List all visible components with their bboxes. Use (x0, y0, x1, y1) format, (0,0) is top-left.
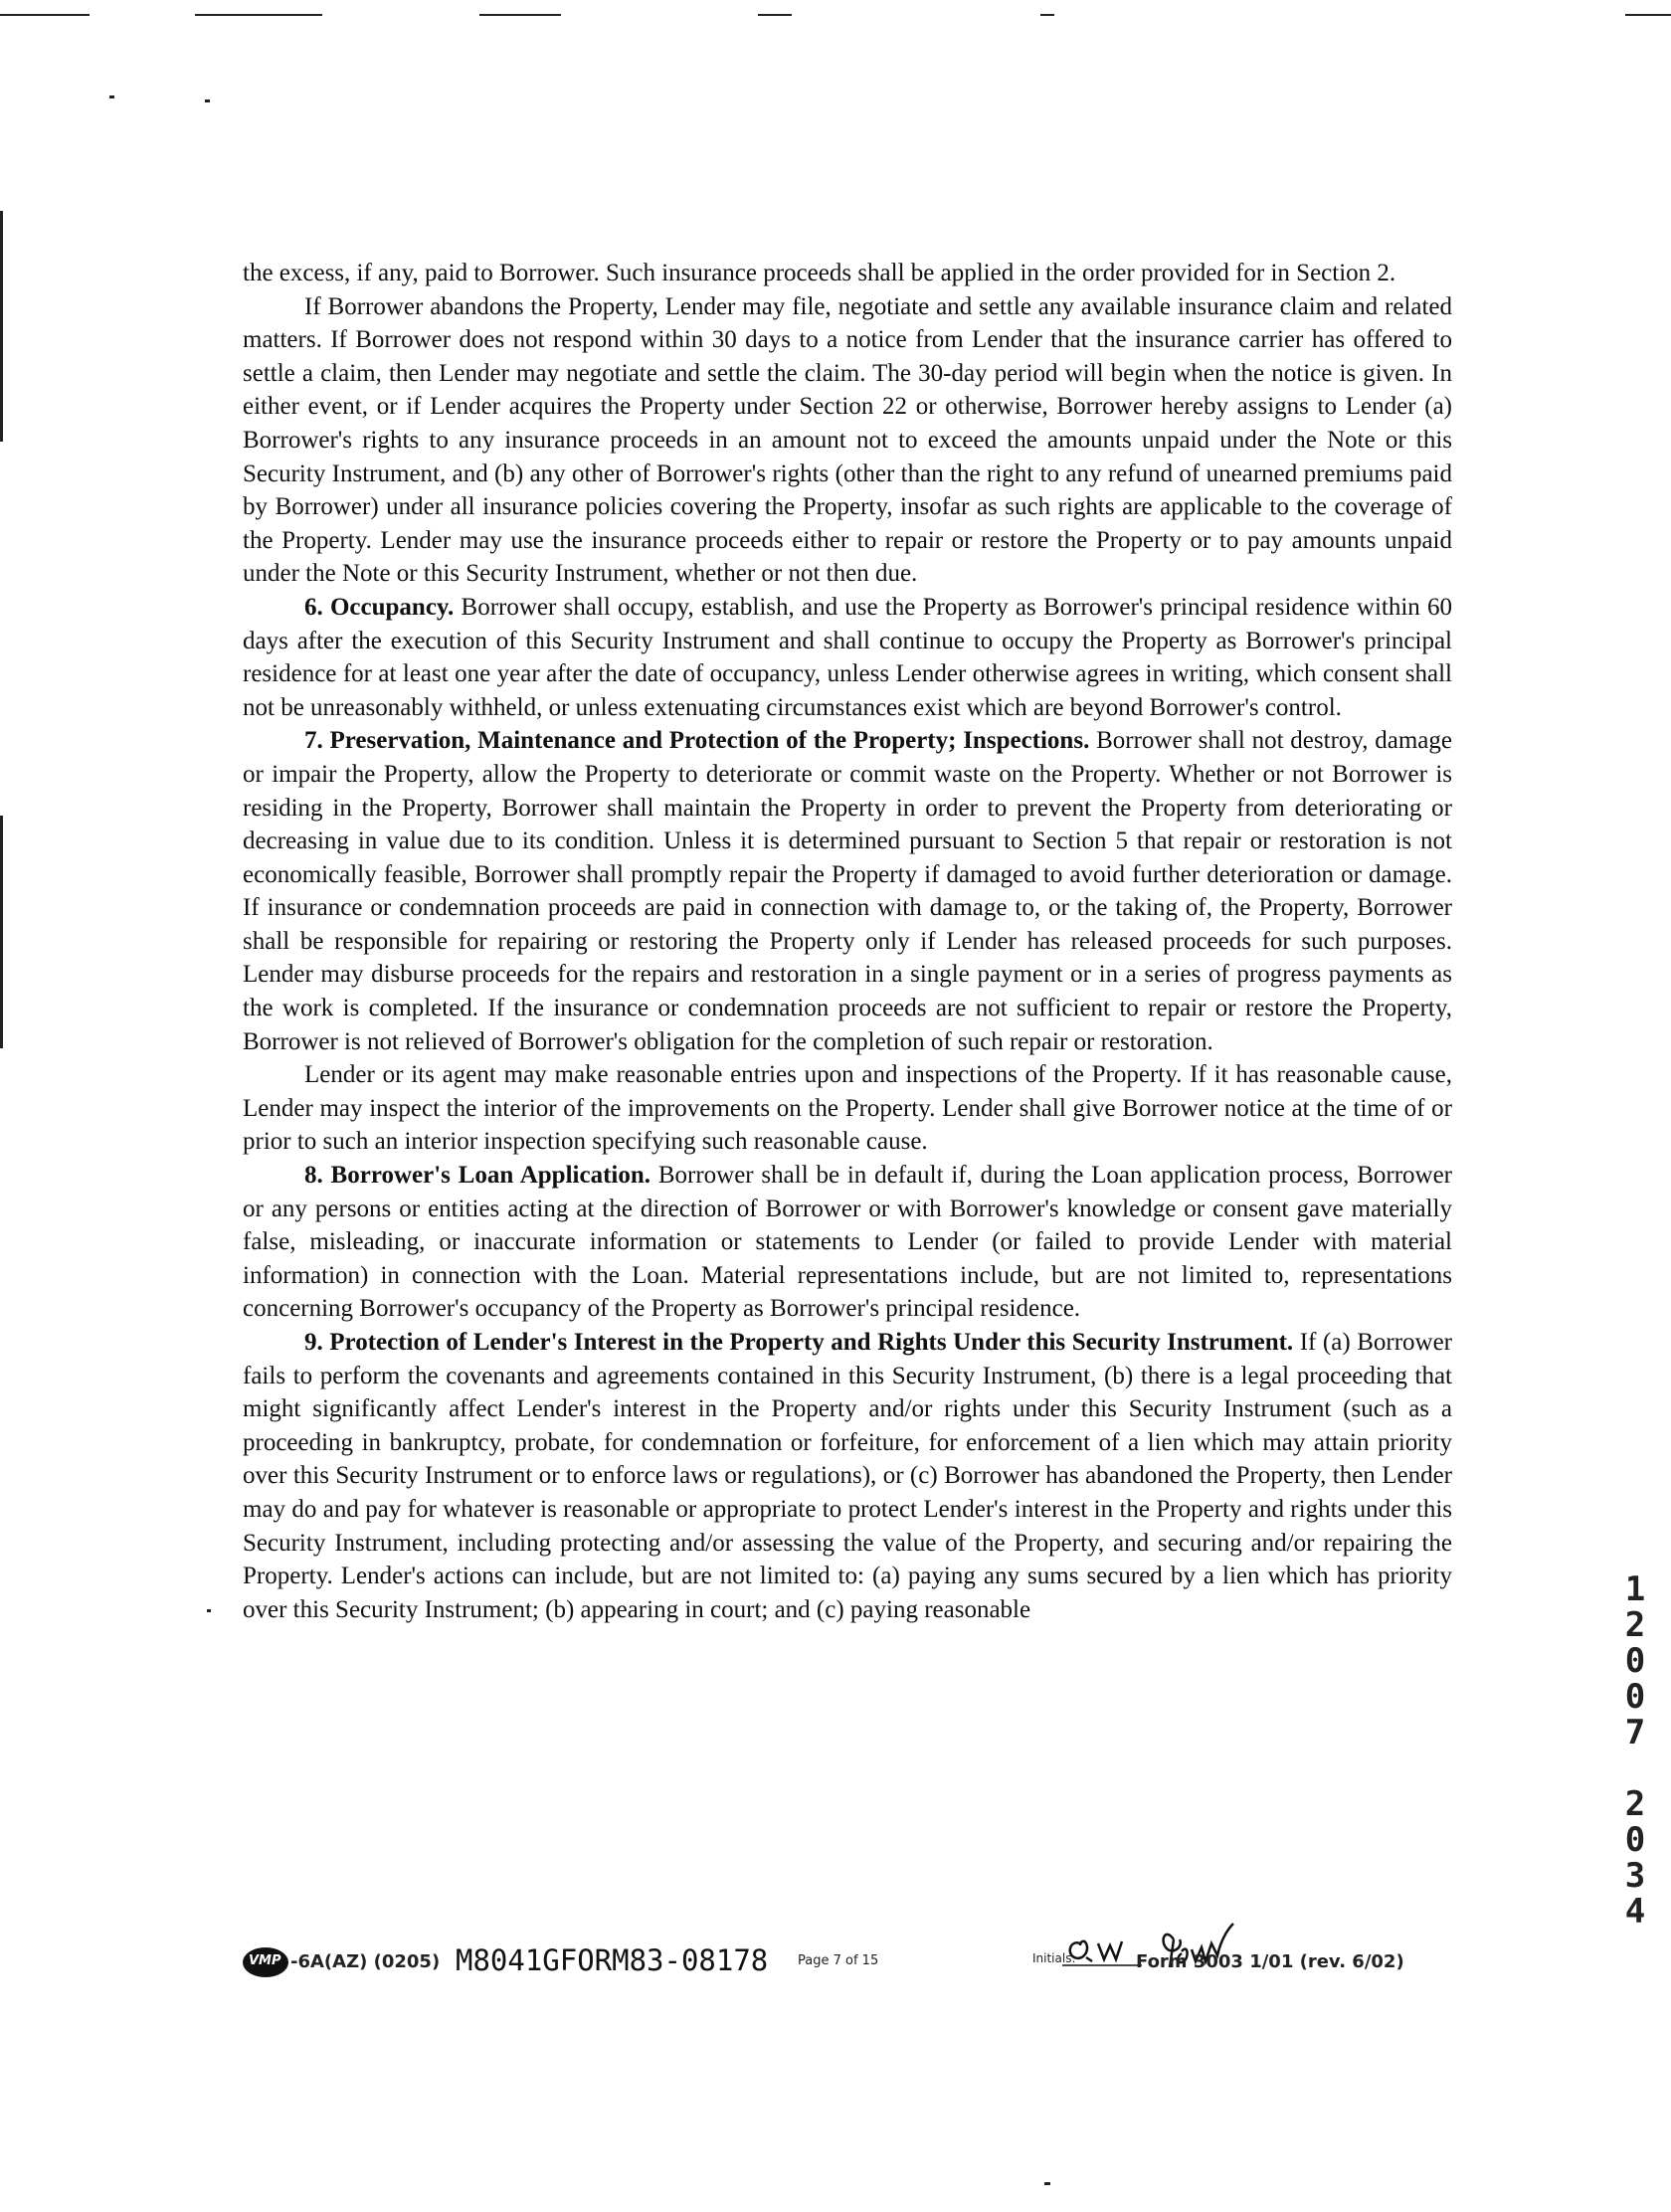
scan-dot-1 (109, 95, 114, 98)
recording-number-stamp (1615, 1571, 1655, 1930)
document-id: M8041GFORM83-08178 (456, 1943, 769, 1977)
stamp-digit: 2 (1624, 1784, 1646, 1824)
section-8-loan-application (243, 1159, 1452, 1326)
section-7-text: Borrower shall not destroy, damage or impair the Property, allow the Property to deteriorate or commit waste on the Property. Whether or not Borrower is residing in the Property, Borrower shall maintain the Property in order to prevent the Property from deteriorating or decreasing in value due to its condition. Unless it is determined pursuant to Section 5 that repair or restoration is not economically feasible, Borrower shall promptly repair the Property if damaged to avoid further deterioration or damage. If insurance or condemnation proceeds are paid in connection with damage to, or the taking of, the Property, Borrower shall be responsible for repairing or restoring the Property only if Lender has released proceeds for such purposes. Lender may disburse proceeds for the repairs and restoration in a single payment or in a series of progress payments as the work is completed. If the insurance or condemnation proceeds are not sufficient to repair or restore the Property, Borrower is not relieved of Borrower's obligation for the completion of such repair or restoration. (243, 727, 1452, 1055)
vmp-logo-text: VMP (249, 1953, 281, 1968)
section-7-heading: 7. Preservation, Maintenance and Protection of the Property; Inspections. (304, 727, 1090, 755)
stamp-digit: 0 (1624, 1677, 1646, 1717)
section-8-text: Borrower shall be in default if, during the Loan application process, Borrower or any persons or entities acting at the direction of Borrower or with Borrower's knowledge or consent gave materially false, misleading, or inaccurate information or statements to Lender (or failed to provide Lender with material information) in connection with the Loan. Material representations include, but are not limited to, representations concerning Borrower's occupancy of the Property as Borrower's principal residence. (243, 1162, 1452, 1323)
page-footer (243, 1936, 1456, 1995)
paragraph-inspections: Lender or its agent may make reasonable entries upon and inspections of the Property. If it has reasonable cause, Lender may inspect the interior of the improvements on the Property. Lender shall give Borrower notice at the time of or prior to such an interior inspection specifying such reasonable cause. (243, 1061, 1452, 1156)
scan-mark-top-5 (1040, 14, 1054, 16)
initials-label: Initials: (1032, 1951, 1076, 1965)
section-9-protection (243, 1326, 1452, 1626)
scan-mark-top-6 (1625, 14, 1671, 16)
scan-dot-3 (207, 1609, 211, 1612)
scan-mark-left-2 (0, 816, 3, 1048)
form-number: Form 3003 1/01 (rev. 6/02) (1136, 1951, 1404, 1972)
stamp-digit: 1 (1624, 1569, 1646, 1609)
scan-mark-left-1 (0, 211, 3, 442)
section-6-text: Borrower shall occupy, establish, and use the Property as Borrower's principal residence within 60 days after the execution of this Security Instrument and shall continue to occupy the Property as Borrower's principal residence for at least one year after the date of occupancy, unless Lender otherwise agrees in writing, which consent shall not be unreasonably withheld, or unless extenuating circumstances exist which are beyond Borrower's control. (243, 593, 1453, 721)
page-number: Page 7 of 15 (798, 1953, 879, 1968)
document-body (243, 257, 1452, 1626)
stamp-digit: 2 (1624, 1605, 1646, 1645)
section-6-heading: 6. Occupancy. (304, 593, 455, 621)
stamp-digit: 3 (1624, 1856, 1646, 1896)
paragraph-insurance-excess: the excess, if any, paid to Borrower. Such insurance proceeds shall be applied in the order provided for in Section 2. (243, 260, 1396, 286)
stamp-digit: 0 (1624, 1820, 1646, 1860)
stamp-digit: 4 (1624, 1892, 1646, 1932)
scan-mark-top-2 (195, 14, 322, 16)
vmp-logo (243, 1947, 288, 1977)
scan-mark-top-4 (758, 14, 792, 16)
scan-mark-top-3 (479, 14, 561, 16)
stamp-digit: 0 (1624, 1641, 1646, 1681)
paragraph-abandon-property: If Borrower abandons the Property, Lender may file, negotiate and settle any available insurance claim and related matters. If Borrower does not respond within 30 days to a notice from Lender that the insurance carrier has offered to settle a claim, then Lender may negotiate and settle the claim. The 30-day period will begin when the notice is given. In either event, or if Lender acquires the Property under Section 22 or otherwise, Borrower hereby assigns to Lender (a) Borrower's rights to any insurance proceeds in an amount not to exceed the amounts unpaid under the Note or this Security Instrument, and (b) any other of Borrower's rights (other than the right to any refund of unearned premiums paid by Borrower) under all insurance policies covering the Property, insofar as such rights are applicable to the coverage of the Property. Lender may use the insurance proceeds either to repair or restore the Property or to pay amounts unpaid under the Note or this Security Instrument, whether or not then due. (243, 292, 1452, 588)
scan-dot-2 (205, 99, 210, 102)
section-8-heading: 8. Borrower's Loan Application. (304, 1162, 650, 1190)
scan-dot-4 (1044, 2182, 1050, 2185)
section-9-heading: 9. Protection of Lender's Interest in the Property and Rights Under this Security Instrument. (304, 1329, 1294, 1356)
stamp-digit: 7 (1624, 1713, 1646, 1752)
section-6-occupancy (243, 591, 1452, 724)
section-9-text: If (a) Borrower fails to perform the covenants and agreements contained in this Security Instrument, (b) there is a legal proceeding that might significantly affect Lender's interest in the Property and/or rights under this Security Instrument (such as a proceeding in bankruptcy, probate, for condemnation or forfeiture, for enforcement of a lien which may attain priority over this Security Instrument or to enforce laws or regulations), or (c) Borrower has abandoned the Property, then Lender may do and pay for whatever is reasonable or appropriate to protect Lender's interest in the Property and rights under this Security Instrument, including protecting and/or assessing the value of the Property, and securing and/or repairing the Property. Lender's actions can include, but are not limited to: (a) paying any sums secured by a lien which has priority over this Security Instrument; (b) appearing in court; and (c) paying reasonable (243, 1329, 1453, 1623)
form-code: -6A(AZ) (0205) (290, 1951, 441, 1972)
scan-mark-top-1 (0, 14, 90, 16)
section-7-preservation (243, 724, 1452, 1058)
